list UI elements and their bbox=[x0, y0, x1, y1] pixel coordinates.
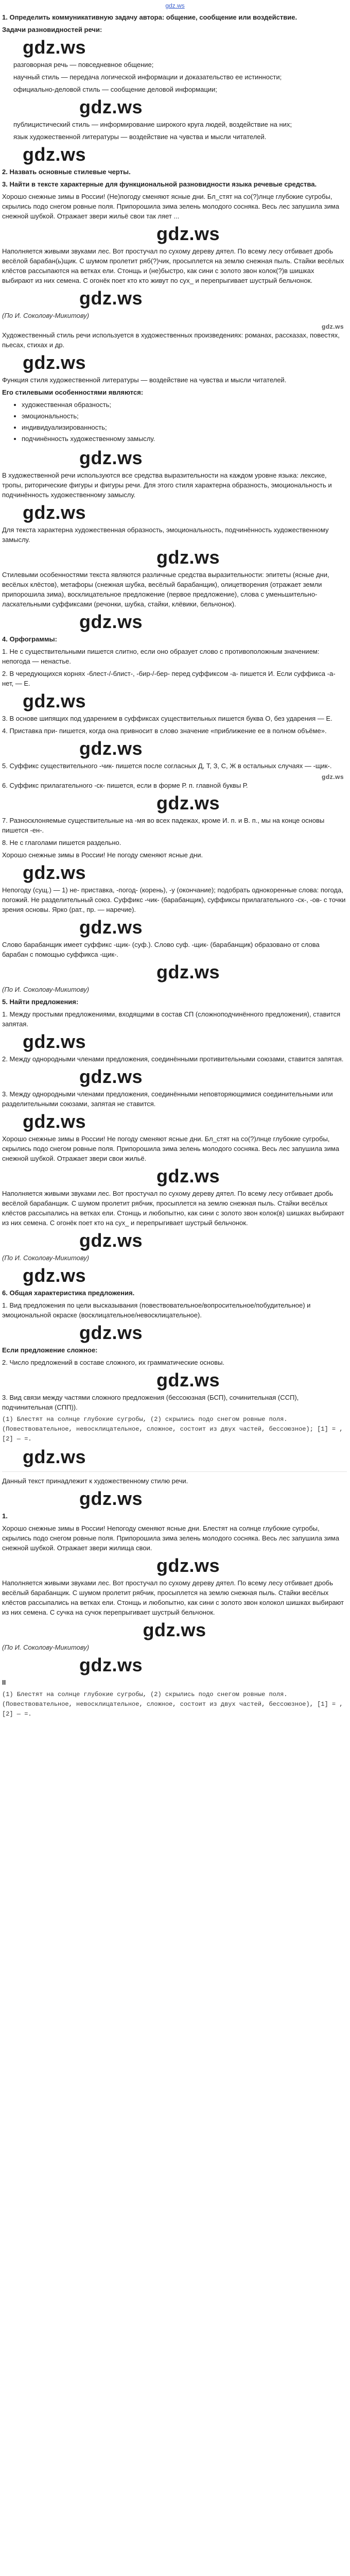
divider bbox=[2, 1471, 347, 1472]
watermark-18: gdz.ws bbox=[79, 1066, 143, 1087]
watermark-16: gdz.ws bbox=[156, 961, 220, 982]
spelling-title: 4. Орфограммы: bbox=[2, 635, 57, 643]
fiction-function: Функция стиля художественной литературы — воздействие на чувства и мысли читателей. bbox=[2, 376, 287, 384]
watermark-17: gdz.ws bbox=[23, 1031, 86, 1052]
watermark-5: gdz.ws bbox=[79, 287, 143, 309]
part-numeral: II bbox=[2, 1679, 6, 1686]
watermark-small: gdz.ws bbox=[321, 323, 344, 330]
watermark-9: gdz.ws bbox=[156, 547, 220, 568]
analysis-paragraph: В художественной речи используются все средства выразительности на каждом уровне языка: лексике, тропы, риторические фигуры и фигуры речи. Для этого стиля характерна образность, эмоциональность и подчинённость художественному замыслу. bbox=[2, 471, 332, 499]
sentence-characteristic: 3. Вид связи между частями сложного предложения (бессоюзная (БСП), сочинительная (ССП), подчинительная (СПП)). bbox=[2, 1394, 299, 1411]
watermark-3: gdz.ws bbox=[23, 144, 86, 165]
author-credit: (По И. Соколову-Микитову) bbox=[2, 986, 90, 993]
spelling-rule: 4. Приставка при- пишется, когда она привносит в слово значение «приближение ее в полном объёме». bbox=[2, 727, 327, 735]
sentence-characteristic: 1. Вид предложения по цели высказывания (повествовательное/вопросительное/побудительное) и эмоциональной окраске (восклицательное/невосклицательное). bbox=[2, 1301, 311, 1319]
morph-analysis: Слово барабанщик имеет суффикс -щик- (суф.). Слово суф. -щик- (барабанщик) образовано от слова барабан с помощью суффикса -щик-. bbox=[2, 941, 320, 958]
watermark-2: gdz.ws bbox=[79, 96, 143, 117]
spelling-rule: 8. Не с глаголами пишется раздельно. bbox=[2, 839, 121, 846]
features-title: Его стилевыми особенностями являются: bbox=[2, 388, 144, 396]
watermark-6: gdz.ws bbox=[23, 352, 86, 373]
watermark-10: gdz.ws bbox=[79, 611, 143, 632]
watermark-25: gdz.ws bbox=[23, 1446, 86, 1467]
punctuation-rule: 1. Между простыми предложениями, входящими в состав СП (сложноподчинённого предложения), ставится запятая. bbox=[2, 1010, 341, 1028]
text-paragraph: Наполняется живыми звуками лес. Вот простучал по сухому дереву дятел. По всему лесу отбивает дробь весёлой барабанщик. С шумом пролетит рябчик, просыплется на землю снежная пыль. Стайки весёлых клёстов рассыпались на ветках ели. Стонщь и любопытно, как сини с золото звон колок(в) шишках выбирают из них семена. С огонёк поет кто на сух_ и перепрыгивает шустрый бельчонок. bbox=[2, 1190, 344, 1227]
author-credit: (По И. Соколову-Микитову) bbox=[2, 1254, 90, 1262]
watermark-23: gdz.ws bbox=[79, 1322, 143, 1343]
watermark-1: gdz.ws bbox=[23, 37, 86, 58]
watermark-24: gdz.ws bbox=[156, 1369, 220, 1391]
analysis-paragraph: Для текста характерна художественная образность, эмоциональность, подчинённость художественному замыслу. bbox=[2, 526, 329, 544]
spelling-rule: 7. Разносклоняемые существительные на -мя во всех падежах, кроме И. п. и В. п., мы на конце основы пишется -ен-. bbox=[2, 817, 325, 834]
sentence-scheme: (1) Блестят на солнце глубокие сугробы, (2) скрылись подо снегом ровные поля. (Повествовательное, невосклицательное, сложное, состоит из двух частей, бессоюзное); [1] = ,[2] — =. bbox=[2, 1416, 343, 1443]
list-item: • эмоциональность; bbox=[22, 411, 347, 421]
watermark-14: gdz.ws bbox=[23, 862, 86, 883]
styles-title: Задачи разновидностей речи: bbox=[2, 26, 102, 33]
watermark-4: gdz.ws bbox=[156, 223, 220, 244]
punctuation-rule: 3. Между однородными членами предложения, соединёнными неповторяющимися соединительными или разделительными союзами, запятая не ставится. bbox=[2, 1090, 333, 1108]
task6-title: 6. Общая характеристика предложения. bbox=[2, 1289, 135, 1297]
watermark-22: gdz.ws bbox=[23, 1265, 86, 1286]
style-item: научный стиль — передача логической информации и доказательство ее истинности; bbox=[13, 73, 282, 81]
watermark-8: gdz.ws bbox=[23, 502, 86, 523]
text-paragraph: Хорошо снежные зимы в России! (Не)погоду сменяют ясные дни. Бл_стят на со(?)лнце глубокие сугробы, скрылись подо снегом ровные поля. Припорошила зима зелень молодого сосняка. Весь лес запушила зима снежной шубкой. Отражает звери жильё свои так ляет ... bbox=[2, 193, 339, 220]
style-item: официально-деловой стиль — сообщение деловой информации; bbox=[13, 86, 217, 93]
punctuation-rule: 2. Между однородными членами предложения, соединёнными противительными союзами, ставится запятая. bbox=[2, 1055, 344, 1063]
watermark-29: gdz.ws bbox=[79, 1654, 143, 1675]
features-list bbox=[2, 400, 347, 444]
spelling-rule: 5. Суффикс существительного -чик- пишется после согласных Д, Т, З, С, Ж в остальных случаях — -щик-. bbox=[2, 762, 332, 770]
style-item: разговорная речь — повседневное общение; bbox=[13, 61, 154, 69]
text-paragraph: Хорошо снежные зимы в России! Не погоду сменяют ясные дни. Бл_стят на со(?)лнце глубокие сугробы, скрылись подо снегом ровные поля. Припорошила зима зелень молодого сосняка. Весь лес запушила зима снежной шубкой. Отражает звери свои жильё. bbox=[2, 1135, 339, 1162]
task1-title: 1. Определить коммуникативную задачу автора: общение, сообщение или воздействие. bbox=[2, 13, 297, 21]
watermark-7: gdz.ws bbox=[79, 447, 143, 468]
text-paragraph: Наполняется живыми звуками лес. Вот простучал по сухому дереву дятел. По всему лесу отбивает дробь весёлой барабан(ь)щик. С шумом пролетит ряб(?)чик, просыплется на землю снежная пыль. Стайки весёлых клёстов рассыпаются на ветках ели. Стонщь и (не)быстро, как сини с золото звон колок(?)в шишках выбирают из них семена. С огонёк поет кто кто живут по сух_ и перепрыгивает шустрый бельчонок. bbox=[2, 247, 344, 284]
list-item: • подчинённость художественному замыслу. bbox=[22, 434, 347, 444]
watermark-27: gdz.ws bbox=[156, 1555, 220, 1576]
final-intro: Данный текст принадлежит к художественному стилю речи. bbox=[2, 1477, 188, 1485]
list-item: • художественная образность; bbox=[22, 400, 347, 410]
watermark-20: gdz.ws bbox=[156, 1165, 220, 1187]
watermark-small: gdz.ws bbox=[321, 773, 344, 781]
sentence-scheme: (1) Блестят на солнце глубокие сугробы, (2) скрылись подо снегом ровные поля. (Повествовательное, невосклицательное, сложное, состоит из двух частей, бессоюзное), [1] = ,[2] — =. bbox=[2, 1691, 343, 1718]
site-link[interactable]: gdz.ws bbox=[165, 2, 185, 9]
author-credit: (По И. Соколову-Микитову) bbox=[2, 1643, 90, 1651]
fiction-style-definition: Художественный стиль речи используется в художественных произведениях: романах, рассказах, повестях, пьесах, стихах и др. bbox=[2, 331, 340, 349]
watermark-12: gdz.ws bbox=[79, 738, 143, 759]
watermark-13: gdz.ws bbox=[156, 792, 220, 814]
list-item: • индивидуализированность; bbox=[22, 422, 347, 432]
spelling-rule: 1. Не с существительными пишется слитно, если оно образует слово с противоположным значением: непогода — ненастье. bbox=[2, 648, 320, 665]
style-item: язык художественной литературы — воздействие на чувства и мысли читателей. bbox=[13, 133, 267, 141]
morph-analysis: Непогоду (сущ.) — 1) не- приставка, -погод- (корень), -у (окончание); подобрать однокоренные слова: погода, погожий. Не разделительный союз. Суффикс -чик- (барабанщик), суффиксы прилагательного -ск-, -ов- с точки зрения основы. Ярко (рат., пр. — наречие). bbox=[2, 886, 346, 913]
complex-title: Если предложение сложное: bbox=[2, 1346, 98, 1354]
sentence-characteristic: 2. Число предложений в составе сложного, их грамматические основы. bbox=[2, 1359, 225, 1366]
text-paragraph: Хорошо снежные зимы в России! Непогоду сменяют ясные дни. Блестят на солнце глубокие сугробы, скрылись подо снегом ровные поля. Припорошила зима зелень молодого сосняка. Весь лес запушила зима снежной шубкой. Отражает звери жилища свои. bbox=[2, 1524, 339, 1552]
watermark-19: gdz.ws bbox=[23, 1111, 86, 1132]
parsing-sentence: Хорошо снежные зимы в России! Не погоду сменяют ясные дни. bbox=[2, 851, 203, 859]
task3-title: 3. Найти в тексте характерные для функциональной разновидности языка речевые средства. bbox=[2, 180, 317, 188]
watermark-28: gdz.ws bbox=[143, 1619, 206, 1640]
spelling-rule: 2. В чередующихся корнях -блест-/-блист-, -бир-/-бер- перед суффиксом -а- пишется И. Если суффикса -а- нет, — Е. bbox=[2, 670, 336, 687]
task5-title: 5. Найти предложения: bbox=[2, 998, 79, 1006]
task2-title: 2. Назвать основные стилевые черты. bbox=[2, 168, 131, 176]
watermark-11: gdz.ws bbox=[23, 690, 86, 711]
watermark-15: gdz.ws bbox=[79, 917, 143, 938]
watermark-26: gdz.ws bbox=[79, 1488, 143, 1509]
content bbox=[2, 12, 347, 1722]
part-numeral: 1. bbox=[2, 1512, 8, 1520]
style-item: публицистический стиль — информирование широкого круга людей, воздействие на них; bbox=[13, 121, 292, 128]
author-credit: (По И. Соколову-Микитову) bbox=[2, 312, 90, 319]
analysis-paragraph: Стилевыми особенностями текста являются различные средства выразительности: эпитеты (ясные дни, весёлых клёстов), метафоры (снежная шубка, весёлый барабанщик), олицетворения (отражает земли припорошила зима), восклицательное предложение (первое предложение), слова с уменьшительно-ласкательными суффиксами (речонки, шубка, стайки, клёвики, бельчонок). bbox=[2, 571, 329, 608]
text-paragraph: Наполняется живыми звуками лес. Вот простучал по сухому дереву дятел. По всему лесу отбивает дробь весёлый барабанщик. С шумом пролетит рябчик, просыплется на землю снежная пыль. Стайки весёлых клёстов рассыпались на ветках ели. Стонщь и любопытно, как сини с золото звон колокол шишках выбирают из них семена. С сучка на сучок перепрыгивает шустрый бельчонок. bbox=[2, 1579, 344, 1616]
spelling-rule: 6. Суффикс прилагательного -ск- пишется, если в форме Р. п. главной буквы Р. bbox=[2, 782, 248, 789]
watermark-21: gdz.ws bbox=[79, 1230, 143, 1251]
spelling-rule: 3. В основе шипящих под ударением в суффиксах существительных пишется буква О, без ударения — Е. bbox=[2, 715, 332, 722]
